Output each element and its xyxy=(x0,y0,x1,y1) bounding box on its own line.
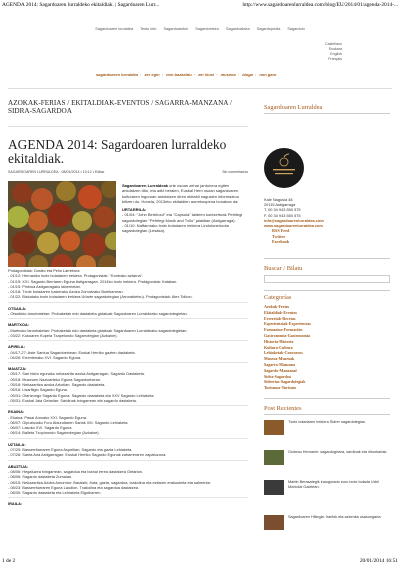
menu-item[interactable]: bloga xyxy=(242,72,253,77)
section-title: UZTAILA: xyxy=(8,441,26,447)
recent-post-title[interactable]: Martin Berasategik inaugurado euro txotx bolada Urbil Morkolal Gaiztean. xyxy=(288,480,379,489)
content-divider xyxy=(8,126,248,127)
category-link[interactable]: Formazioa-Formación xyxy=(264,327,303,333)
category-link[interactable]: Sidrerías-Sagardotegiak xyxy=(264,379,306,385)
event-line: - 06/07: Gipuzkoako Foru Aldundiaren Sariak XIII. Sagardo Lehiaketa. xyxy=(8,419,129,425)
intro-lead: Sagardoaren Lurraldeak xyxy=(122,183,169,188)
print-tab-title: AGENDA 2014: Sagardoaren lurraldeko ekitaldiak. | Sagardoaren Lurr... xyxy=(2,2,160,8)
event-line: - Martxoko larunbatetan: Probaketak edo dastaketa gidatuak Sagardoaren Lurraldeako sagardotegietan. xyxy=(8,327,188,333)
event-line: - 05/17: Sari bidro egunako nekazarita azoka Astigarragan. Sagardo Dastaketa. xyxy=(8,371,145,377)
cider-apples-photo xyxy=(8,181,116,267)
intro-text: urte osoan zehar jardunera egiten antolatzen ditu, eta adiž beraien, Euskal Herri osoan sagardoaren kulturaren inguruan antolatzen diren ekitaldi nagusien informazioa biltzen du. Honela, 2013eko ekitaldien aurrekuspena honakoa da: xyxy=(122,183,239,204)
menu-item[interactable]: non bazkaldu xyxy=(166,72,192,77)
menu-item[interactable]: museoa xyxy=(220,72,236,77)
main-menu: sagardoaren lurraldea · zer egin · non bazkaldu · zer ikusi · museoa · bloga · non garo xyxy=(96,72,277,77)
contact-city: 20115 Astigarraga xyxy=(264,202,296,208)
event-line: - 08/15: Nekazaritza Azoka Amurrion: Baratzki, fruta, gazta, sagardoa, txakolina eta eztiaren erakusketa eta salmenta. xyxy=(8,479,211,485)
section-divider xyxy=(8,318,248,319)
section-title: APIRILA: xyxy=(8,344,25,350)
facebook-link[interactable]: Facebook xyxy=(272,239,290,245)
event-line: - 01/18: Txotx boladaren hasierako Azoka Zornotzako Bulebarrean. xyxy=(8,289,124,295)
category-link[interactable]: Sagardo-Manzanal xyxy=(264,367,297,373)
recent-post-thumbnail xyxy=(264,515,284,530)
topnav-item[interactable]: Sagardoaren lurraldea xyxy=(95,27,134,31)
event-line: - 06/07: Lasoko XVI. Sagardo Eguna. xyxy=(8,425,73,431)
topnav-item[interactable]: Sagardoin xyxy=(287,27,305,31)
post-body xyxy=(8,268,248,507)
lang-castellano[interactable]: Castellano xyxy=(325,42,342,46)
event-line: - 07/25: Basserritarraren Eguna Aspeitian: Sagardo eta gazta Lehiaketa. xyxy=(8,447,133,453)
post-intro xyxy=(122,183,248,234)
search-input[interactable] xyxy=(264,275,390,283)
section-divider xyxy=(8,497,248,498)
event-line: - 05/18: Museoen Nazioarteko Eguna Sagardoetxean. xyxy=(8,376,102,382)
contact-phone: T. 00 34 943 550 575 xyxy=(264,207,301,213)
section-divider xyxy=(8,405,248,406)
sagardoaren-lurraldea-logo[interactable] xyxy=(264,148,304,188)
event-line: Protagonistak: Dorato eta Pello Larretxea. xyxy=(8,268,81,273)
section-divider xyxy=(8,302,248,303)
lang-francais[interactable]: Français xyxy=(328,57,342,61)
event-line: - 01/12: Hernaniko txotx boladaren irekiera. Protagonistak: "Kontrako aztarna". xyxy=(8,273,144,279)
print-datetime: 20/01/2014 16:51 xyxy=(359,558,398,564)
recent-posts-title: Post Recientes xyxy=(264,405,302,412)
category-link[interactable]: Azokak-Ferias xyxy=(264,304,290,309)
section-divider xyxy=(8,340,248,341)
event-line: - 08/30: Sagardo dastaketa eta Lehiaketa Elgoibarren. xyxy=(8,490,102,496)
section-divider xyxy=(8,362,248,363)
print-footer xyxy=(0,556,400,566)
post-title: AGENDA 2014: Sagardoaren lurraldeko ekitaldiak. xyxy=(8,137,227,166)
menu-item[interactable]: non garo xyxy=(259,72,277,77)
category-link[interactable]: Lehiaketak-Concursos xyxy=(264,350,303,356)
sidebar-divider xyxy=(264,113,390,114)
event-line: - 01/15: XXI. Sagardo Berriaren Eguna Astigarragan. 2014ko txotx irekiera. Protagonista: Katakan. xyxy=(8,278,178,284)
section-title: MAIATZA: xyxy=(8,366,27,372)
topnav-item[interactable]: Sagardopedia xyxy=(256,27,281,31)
category-link[interactable]: Turismoa-Turismo xyxy=(264,385,296,391)
header-divider xyxy=(8,88,392,89)
sidebar-brand-title: Sagardoaren Lurraldea xyxy=(264,104,323,111)
category-link[interactable]: Historia-Historia xyxy=(264,338,294,344)
event-line: - 03/22: Kukuaren Kupela Txapelondo Sagarrotegian (Azkaine). xyxy=(8,332,118,338)
categories-list xyxy=(264,304,390,391)
print-url: http://www.sagardoarenlurraldea.com/blog/EU/2014/01/agenda-2014-... xyxy=(242,2,398,8)
contact-email[interactable]: info@sagardoarenlurraldea.com xyxy=(264,217,324,223)
section-title: IRAILA: xyxy=(8,501,23,507)
recent-post-thumbnail xyxy=(264,480,284,495)
event-line: - 06/14: Balleta Txopinondo Sagarrotegian (Azkaine). xyxy=(8,430,100,436)
section-title: URTARRILA: xyxy=(122,207,147,213)
apples-image xyxy=(8,181,116,267)
recent-post-title[interactable]: Sagardoaren Hiltegia: Iraritzk eta azkenka osasungaria. xyxy=(288,515,382,519)
event-line: - 07/26: Santa Ana Astigarragan: Euskal Herriko Sagardo Egunak zaharreraren zapatuzuna. xyxy=(8,452,167,458)
category-link[interactable]: Esperientziak-Experiencias xyxy=(264,321,311,327)
sidebar-divider xyxy=(264,414,390,415)
section-divider xyxy=(8,438,248,439)
social-links xyxy=(272,228,289,245)
menu-item[interactable]: sagardoaren lurraldea xyxy=(96,72,139,77)
event-line: - 08/23: Basserritarraren Eguna Laudion. Txakolina eta sagardoa dastatzea. xyxy=(8,484,139,490)
language-switcher xyxy=(325,42,342,62)
print-page-number: 1 de 2 xyxy=(2,558,16,564)
post-meta xyxy=(8,170,248,174)
topnav-item[interactable]: Testu info xyxy=(140,27,157,31)
sidebar-divider xyxy=(264,258,390,259)
post-meta-text: SAGARDOAREN LURRALDEA · 08/01/2014 • 10:12 • Editar xyxy=(8,170,105,174)
search-title: Buscar / Bilatu xyxy=(264,265,303,272)
event-line: - 01/22: Bizkaiako txotx boladaren irekiera Uriarte sagardotegian (Arrorabietxu). Protagonistak: Alex Tolkon. xyxy=(8,294,193,300)
categories-title: Categorías xyxy=(264,294,292,301)
contact-info xyxy=(264,197,384,228)
recent-post-title[interactable]: Txotx boladaren irekiera Sidrer sagardotegian. xyxy=(288,420,367,424)
menu-item[interactable]: zer egin xyxy=(144,72,160,77)
lang-english[interactable]: English xyxy=(330,52,342,56)
event-line: - 01/04: "John Berkhout" eta "Capsula" taldeen kontzertuak Petrilegi sagardotegian "Petrilegi Musik and Txilo" jaialdian (Astigarraga). xyxy=(122,212,243,223)
event-line: - 01/10: Naffarroako txotx boladaren irekiera Lindolunetroota sagardotegian (Lesaka). xyxy=(122,223,229,234)
recent-post-title[interactable]: Groteau Hernanin: sagardogintza, sardinak eta irikurkariak. xyxy=(288,450,388,454)
category-link[interactable]: Gastronomia-Gastronomía xyxy=(264,332,311,338)
event-line: - 05/31: Euskal Jaia Getarian: Sardinak txingarrean eta sagardo dastaketa. xyxy=(8,397,137,403)
logo-apple-icon xyxy=(264,148,304,188)
event-line: - 05/16: Lisarfiigio Sagardo Eguna. xyxy=(8,387,68,393)
topnav-item[interactable]: Sagardoaldea xyxy=(225,27,250,31)
category-link[interactable]: Sagarra-Manzana xyxy=(264,361,296,367)
twitter-link[interactable]: Twitter xyxy=(272,233,286,239)
topnav-item[interactable]: Sagardoetxeo xyxy=(195,27,219,31)
category-link[interactable]: Ekitaldiak-Eventos xyxy=(264,309,297,315)
print-header xyxy=(0,0,400,10)
menu-item[interactable]: zer ikusi xyxy=(198,72,215,77)
event-line: - 05/31: Oiartzungo Sagardo Eguna. Sagardo dastaketa eta XXV Sagardo Lehiaketa. xyxy=(8,392,155,398)
contact-website[interactable]: www.sagardoarenlurraldea.com xyxy=(264,223,323,229)
section-title: ABUZTUA: xyxy=(8,463,29,469)
event-line: - Ekaina: Pasai Amoako XXI. Sagardo Eguna. xyxy=(8,414,87,420)
section-title: MARTXOA: xyxy=(8,322,29,328)
section-divider xyxy=(8,460,248,461)
recent-post-thumbnail xyxy=(264,450,284,465)
rss-feed-link[interactable]: RSS Feed xyxy=(272,228,290,233)
event-line: - Otsaileko larunbatetan: Probaketak edo dastaketa gidatuak Sagardoaren Lurraldeako sagardotegietan. xyxy=(8,311,188,317)
event-line: - 08/06: Hegaluzea txingarrean, sagardoa eta txahal errea dastatzea Getarian. xyxy=(8,468,143,474)
contact-fax: F. 00 34 943 550 575 xyxy=(264,212,301,218)
contact-address: Kale Nagusia 48 xyxy=(264,197,293,202)
section-title: EKAINA: xyxy=(8,409,25,415)
comments-link[interactable]: Sin comentarios xyxy=(222,170,248,174)
event-line: - 01/15: Pintxoa Astigarragako tabernetan. xyxy=(8,283,81,289)
event-line: - 05/18: Nekazaritza azoka Arkotlan. Sagardo dastaketa. xyxy=(8,382,106,388)
category-breadcrumb: AZOKAK-FERIAS / EKITALDIAK-EVENTOS / SAGARRA-MANZANA / SIDRA-SAGARDOA xyxy=(8,99,232,116)
sidebar-divider xyxy=(264,290,390,291)
category-link[interactable]: Kultura-Cultura xyxy=(264,344,293,350)
lang-euskara[interactable]: Euskara xyxy=(328,47,342,51)
section-title: OTSAILA: xyxy=(8,305,27,311)
sidebar-divider xyxy=(264,398,390,399)
event-line: - 04/26: Errenteriako XVI. Sagardo Eguna. xyxy=(8,354,82,360)
category-link[interactable]: Museoa-Museoak xyxy=(264,356,295,362)
category-link[interactable]: Errezetak-Recetas xyxy=(264,315,296,321)
recent-post-thumbnail xyxy=(264,420,284,435)
topnav-item[interactable]: Sagardoarekin xyxy=(163,27,189,31)
event-line: - 04/17-27: Aste Santua Sagardoetxean: Euskal Herriko gazten dastaketa. xyxy=(8,349,136,355)
top-navigation xyxy=(0,27,400,31)
event-line: - 08/06: Sagardo dastaketa Zumaian. xyxy=(8,474,73,480)
category-link[interactable]: Sidra-Sagardoa xyxy=(264,373,291,379)
